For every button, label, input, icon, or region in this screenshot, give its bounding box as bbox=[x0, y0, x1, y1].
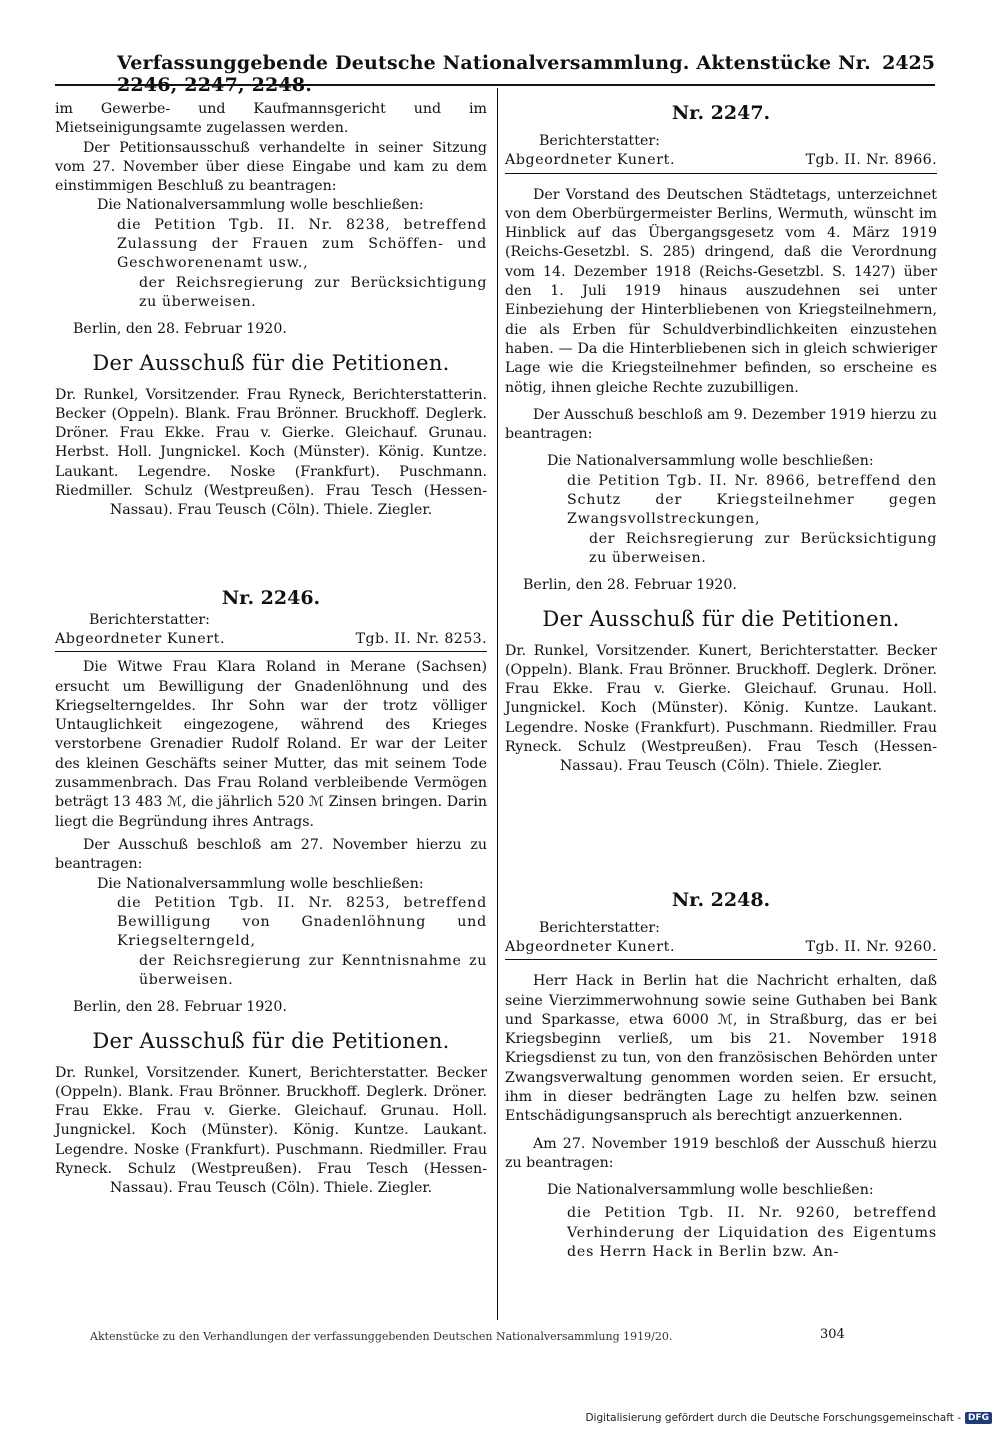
motion-intro: Die Nationalversammlung wolle beschließen: bbox=[97, 197, 424, 214]
committee-members: Dr. Runkel, Vorsitzender. Kunert, Berichterstatter. Becker (Oppeln). Blank. Frau Brönner. Bruckhoff. Deglerk. Dröner. Frau Ekke. Frau v. Gierke. Gleichauf. Grunau. Holl. Jungnickel. Koch (Münster). König. Kuntze. Laukant. Legendre. Noske (Frankfurt). Puschmann. Riedmiller. Frau Ryneck. Schulz (Westpreußen). Frau Tesch (Hessen-Nassau). Frau Teusch (Cöln). Thiele. Ziegler. bbox=[505, 642, 937, 775]
right-column bbox=[505, 100, 937, 1262]
section-title-2247: Nr. 2247. bbox=[671, 102, 771, 124]
reporter-name: Abgeordneter Kunert. bbox=[505, 152, 676, 169]
reporter-name: Abgeordneter Kunert. bbox=[505, 938, 676, 955]
footer-text: Aktenstücke zu den Verhandlungen der verfassunggebenden Deutschen Nationalversammlung 1919/20. bbox=[90, 1330, 673, 1343]
committee-heading: Der Ausschuß für die Petitionen. bbox=[92, 1028, 450, 1053]
dfg-logo: DFG bbox=[965, 1412, 992, 1424]
petition-paragraph: Der Vorstand des Deutschen Städtetags, unterzeichnet von dem Oberbürgermeister Berlins, Wermuth, wünscht im Hinblick auf das Übergangsgesetz vom 4. März 1919 (Reichs-Gesetzbl. S. 285) dringend, daß die Verordnung vom 14. Dezember 1918 (Reichs-Gesetzbl. S. 1427) über den 1. Juli 1919 hinaus auszudehnen sei unter Einbeziehung der Hinterbliebenen von Kriegsteilnehmern, die als Erben für Schuldverbindlichkeiten einzustehen haben. — Da die Hinterbliebenen sich in gleich schwieriger Lage wie die Kriegsteilnehmer befinden, so erscheine es nötig, ihnen gleiche Rechte zuzubilligen. bbox=[505, 186, 937, 396]
date-line: Berlin, den 28. Februar 1920. bbox=[73, 321, 287, 338]
reporter-label: Berichterstatter: bbox=[539, 919, 660, 936]
section-title-2248: Nr. 2248. bbox=[671, 888, 771, 911]
reporter-label: Berichterstatter: bbox=[89, 611, 210, 628]
motion-body: die Petition Tgb. II. Nr. 8253, betreffend Bewilligung von Gnadenlöhnung und Kriegselterngeld, bbox=[117, 894, 487, 950]
section-title-2246: Nr. 2246. bbox=[221, 586, 321, 609]
committee-members: Dr. Runkel, Vorsitzender. Kunert, Berichterstatter. Becker (Oppeln). Blank. Frau Brönner. Bruckhoff. Deglerk. Dröner. Frau Ekke. Frau v. Gierke. Gleichauf. Grunau. Holl. Jungnickel. Koch (Münster). König. Kuntze. Laukant. Legendre. Noske (Frankfurt). Puschmann. Riedmiller. Frau Ryneck. Schulz (Westpreußen). Frau Tesch (Hessen-Nassau). Frau Teusch (Cöln). Thiele. Ziegler. bbox=[55, 1064, 487, 1197]
committee-heading: Der Ausschuß für die Petitionen. bbox=[92, 350, 450, 375]
reporter-row bbox=[505, 151, 937, 173]
petition-paragraph: Die Witwe Frau Klara Roland in Merane (Sachsen) ersucht um Bewilligung der Gnadenlöhnung und des Kriegselterngeldes. Ihr Sohn war der trotz völliger Untauglichkeit eingezogene, während des Krieges verstorbene Grenadier Rudolf Roland. Er war der Leiter des kleinen Geschäfts seiner Mutter, das mit seinem Tode zusammenbrach. Das Frau Roland verbleibende Vermögen beträgt 13 483 ℳ, die jährlich 520 ℳ Zinsen bringen. Darin liegt die Begründung ihres Antrags. bbox=[55, 659, 487, 830]
journal-number: Tgb. II. Nr. 9260. bbox=[805, 938, 937, 955]
journal-number: Tgb. II. Nr. 8253. bbox=[355, 630, 487, 647]
page-number: 2425 bbox=[882, 52, 935, 74]
motion-body: die Petition Tgb. II. Nr. 9260, betreffend Verhinderung der Liquidation des Eigentums des Herrn Hack in Berlin bzw. An- bbox=[567, 1205, 937, 1261]
dfg-text: Digitalisierung gefördert durch die Deutsche Forschungsgemeinschaft - bbox=[585, 1412, 961, 1424]
committee-decision-paragraph: Am 27. November 1919 beschloß der Ausschuß hierzu zu beantragen: bbox=[505, 1135, 937, 1171]
petition-paragraph: Herr Hack in Berlin hat die Nachricht erhalten, daß seine Vierzimmerwohnung sowie seine Guthaben bei Bank und Sparkasse, etwa 6000 ℳ, in Straßburg, das er bei Kriegsbeginn verließ, um bis 21. November 1918 Kriegsdienst zu tun, von den französischen Behörden unter Zwangsverwaltung genommen worden seien. Er ersucht, ihm in dieser bedrängten Lage zu helfen bzw. seinen Entschädigungsanspruch als berechtigt anzuerkennen. bbox=[505, 973, 937, 1125]
motion-intro: Die Nationalversammlung wolle beschließen: bbox=[547, 1182, 874, 1199]
committee-members: Dr. Runkel, Vorsitzender. Frau Ryneck, Berichterstatterin. Becker (Oppeln). Blank. Frau Brönner. Bruckhoff. Deglerk. Dröner. Frau Ekke. Frau v. Gierke. Gleichauf. Grunau. Herbst. Holl. Jungnickel. Koch (Münster). König. Kuntze. Laukant. Legendre. Noske (Frankfurt). Puschmann. Riedmiller. Schulz (Westpreußen). Frau Tesch (Hessen-Nassau). Frau Teusch (Cöln). Thiele. Ziegler. bbox=[55, 386, 487, 519]
committee-decision-paragraph: Der Ausschuß beschloß am 9. Dezember 1919 hierzu zu beantragen: bbox=[505, 406, 937, 443]
dfg-credit bbox=[585, 1412, 992, 1424]
reporter-row bbox=[505, 938, 937, 960]
reporter-label: Berichterstatter: bbox=[539, 133, 660, 149]
reporter-name: Abgeordneter Kunert. bbox=[55, 630, 226, 647]
left-column bbox=[55, 100, 487, 1199]
motion-tail: der Reichsregierung zur Berücksichtigung zu überweisen. bbox=[589, 530, 937, 566]
date-line: Berlin, den 28. Februar 1920. bbox=[73, 999, 287, 1016]
motion-tail: der Reichsregierung zur Kenntnisnahme zu überweisen. bbox=[139, 952, 487, 988]
running-title: Verfassunggebende Deutsche Nationalversammlung. Aktenstücke Nr. 2246, 2247, 2248. bbox=[117, 52, 871, 96]
continued-paragraph: im Gewerbe- und Kaufmannsgericht und im Mietseinigungsamte zugelassen werden. bbox=[55, 101, 487, 137]
signature-number: 304 bbox=[820, 1327, 845, 1342]
committee-decision-paragraph: Der Ausschuß beschloß am 27. November hierzu zu beantragen: bbox=[55, 836, 487, 873]
committee-heading: Der Ausschuß für die Petitionen. bbox=[542, 606, 900, 631]
motion-body: die Petition Tgb. II. Nr. 8238, betreffend Zulassung der Frauen zum Schöffen- und Geschworenenamt usw., bbox=[117, 216, 487, 272]
motion-intro: Die Nationalversammlung wolle beschließen: bbox=[97, 875, 424, 892]
page-footer bbox=[90, 1327, 890, 1343]
committee-decision-paragraph: Der Petitionsausschuß verhandelte in seiner Sitzung vom 27. November über diese Eingabe und kam zu dem einstimmigen Beschluß zu beantragen: bbox=[55, 139, 487, 195]
date-line: Berlin, den 28. Februar 1920. bbox=[523, 577, 737, 594]
motion-body: die Petition Tgb. II. Nr. 8966, betreffend den Schutz der Kriegsteilnehmer gegen Zwangsvollstreckungen, bbox=[567, 472, 937, 528]
reporter-row bbox=[55, 630, 487, 652]
journal-number: Tgb. II. Nr. 8966. bbox=[805, 152, 937, 169]
page-header bbox=[55, 48, 935, 96]
motion-intro: Die Nationalversammlung wolle beschließen: bbox=[547, 453, 874, 470]
motion-tail: der Reichsregierung zur Berücksichtigung zu überweisen. bbox=[139, 274, 487, 310]
column-divider bbox=[497, 88, 498, 1320]
